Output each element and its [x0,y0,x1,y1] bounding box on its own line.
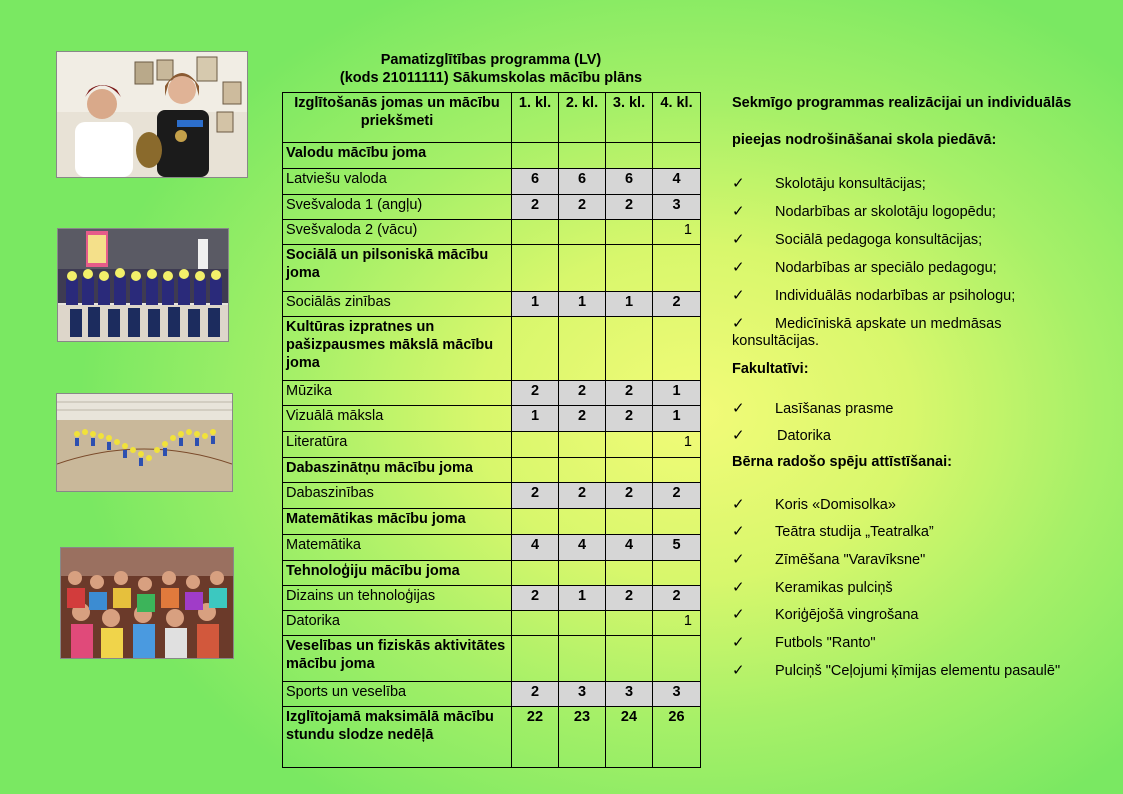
grade-2-hours: 2 [559,195,606,220]
check-icon: ✓ [732,400,745,417]
grade-1-hours: 1 [512,406,559,432]
grade-2-hours [559,636,606,682]
grade-3-hours [606,458,653,483]
check-icon: ✓ [732,175,745,192]
grade-3-hours: 2 [606,195,653,220]
activity-item: ✓ Pulciņš "Ceļojumi ķīmijas elementu pasaulē" [732,662,1061,679]
grade-4-hours [653,561,701,586]
row-label: Svešvaloda 1 (angļu) [283,195,512,220]
grade-4-hours: 26 [653,707,701,768]
grade-4-hours: 1 [653,406,701,432]
grade-2-hours [559,432,606,458]
check-icon: ✓ [732,606,745,623]
grade-3-hours [606,220,653,245]
check-icon: ✓ [732,259,745,276]
table-row-subject [283,195,701,220]
elective-item: ✓ Datorika [732,427,831,444]
grade-4-hours: 5 [653,535,701,561]
grade-2-hours: 1 [559,586,606,611]
grade-1-hours: 2 [512,195,559,220]
grade-1-hours: 6 [512,169,559,195]
grade-2-hours: 4 [559,535,606,561]
row-label: Valodu mācību joma [283,143,512,169]
table-row-subject [283,586,701,611]
grade-2-hours: 3 [559,682,606,707]
grade-1-hours [512,636,559,682]
table-title [282,51,700,87]
grade-4-hours: 2 [653,586,701,611]
check-icon: ✓ [732,634,745,651]
grade-1-hours [512,561,559,586]
grade-1-hours: 4 [512,535,559,561]
row-label: Dabaszinātņu mācību joma [283,458,512,483]
row-label: Literatūra [283,432,512,458]
grade-3-hours: 1 [606,292,653,317]
grade-2-hours [559,245,606,292]
grade-3-hours: 3 [606,682,653,707]
activity-item: ✓ Keramikas pulciņš [732,579,893,596]
grade-3-hours: 24 [606,707,653,768]
grade-4-hours: 4 [653,169,701,195]
grade-4-hours [653,317,701,381]
table-row-subject [283,220,701,245]
grade-3-hours: 2 [606,406,653,432]
grade-1-hours [512,143,559,169]
grade-4-hours: 1 [653,220,701,245]
table-row-subject [283,406,701,432]
grade-3-hours [606,245,653,292]
grade-3-hours: 2 [606,381,653,406]
grade-2-hours: 2 [559,381,606,406]
grade-1-hours: 2 [512,381,559,406]
photo-children-stage [57,228,229,342]
table-row-subject [283,381,701,406]
check-icon: ✓ [732,496,745,513]
grade-2-hours [559,220,606,245]
check-icon: ✓ [732,231,745,248]
grade-1-hours [512,245,559,292]
row-label: Svešvaloda 2 (vācu) [283,220,512,245]
grade-4-hours [653,458,701,483]
grade-3-hours [606,561,653,586]
activity-item: ✓ Futbols "Ranto" [732,634,876,651]
grade-1-hours: 2 [512,483,559,509]
grade-1-hours [512,458,559,483]
grade-1-hours [512,220,559,245]
electives-heading: Fakultatīvi: [732,361,809,377]
check-icon: ✓ [732,203,745,220]
grade-4-hours: 1 [653,381,701,406]
table-title-line1: Pamatizglītības programma (LV) [380,52,602,68]
row-label: Mūzika [283,381,512,406]
row-label: Dabaszinības [283,483,512,509]
row-label: Sports un veselība [283,682,512,707]
check-icon: ✓ [732,315,745,332]
service-item: ✓ Medicīniskā apskate un medmāsas [732,315,1002,332]
table-row-subject [283,611,701,636]
grade-1-hours: 2 [512,682,559,707]
elective-item: ✓ Lasīšanas prasme [732,400,894,417]
check-icon: ✓ [732,287,745,304]
table-row-domain [283,458,701,483]
service-item: ✓ Individuālās nodarbības ar psihologu; [732,287,1016,304]
grade-1-hours: 22 [512,707,559,768]
grade-4-hours: 2 [653,292,701,317]
row-label: Latviešu valoda [283,169,512,195]
photo-gym-formation [56,393,233,492]
row-label: Sociālā un pilsoniskā mācību joma [283,245,512,292]
curriculum-table [282,92,701,768]
service-item-continued: konsultācijas. [732,333,820,349]
check-icon: ✓ [732,427,745,444]
grade-4-hours [653,636,701,682]
table-row-subject [283,169,701,195]
row-label: Izglītojamā maksimālā mācību stundu slodze nedēļā [283,707,512,768]
service-item: ✓ Nodarbības ar speciālo pedagogu; [732,259,997,276]
grade-4-hours [653,245,701,292]
check-icon: ✓ [732,662,745,679]
grade-1-hours: 1 [512,292,559,317]
header-cell-grade-1: 1. kl. [512,93,559,143]
grade-2-hours [559,458,606,483]
grade-4-hours: 1 [653,432,701,458]
check-icon: ✓ [732,523,745,540]
table-row-domain [283,636,701,682]
row-label: Veselības un fiziskās aktivitātes mācību joma [283,636,512,682]
offer-heading-line2: pieejas nodrošināšanai skola piedāvā: [732,132,997,148]
grade-4-hours [653,143,701,169]
table-row-subject [283,682,701,707]
grade-1-hours [512,509,559,535]
service-item: ✓ Skolotāju konsultācijas; [732,175,926,192]
table-title-line2: (kods 21011111) Sākumskolas mācību plāns [339,70,643,86]
grade-1-hours [512,317,559,381]
row-label: Sociālās zinības [283,292,512,317]
grade-2-hours [559,561,606,586]
table-row-subject [283,483,701,509]
table-row-domain [283,707,701,768]
table-row-subject [283,432,701,458]
grade-2-hours [559,509,606,535]
activity-item: ✓ Koriģējošā vingrošana [732,606,919,623]
header-cell-subjects: Izglītošanās jomas un mācību priekšmeti [283,93,512,143]
service-item: ✓ Nodarbības ar skolotāju logopēdu; [732,203,996,220]
row-label: Kultūras izpratnes un pašizpausmes mākslā mācību joma [283,317,512,381]
row-label: Matemātika [283,535,512,561]
grade-2-hours [559,317,606,381]
table-row-domain [283,317,701,381]
grade-3-hours: 4 [606,535,653,561]
row-label: Tehnoloģiju mācību joma [283,561,512,586]
grade-4-hours: 3 [653,195,701,220]
header-cell-grade-2: 2. kl. [559,93,606,143]
activity-item: ✓ Teātra studija „Teatralka” [732,523,934,540]
grade-2-hours: 1 [559,292,606,317]
grade-3-hours: 2 [606,586,653,611]
table-row-domain [283,143,701,169]
grade-3-hours: 6 [606,169,653,195]
grade-3-hours [606,143,653,169]
grade-1-hours: 2 [512,586,559,611]
table-row-subject [283,535,701,561]
check-icon: ✓ [732,579,745,596]
grade-2-hours: 2 [559,483,606,509]
grade-3-hours: 2 [606,483,653,509]
activities-heading: Bērna radošo spēju attīstīšanai: [732,454,952,470]
grade-4-hours [653,509,701,535]
header-cell-grade-3: 3. kl. [606,93,653,143]
grade-4-hours: 3 [653,682,701,707]
grade-3-hours [606,611,653,636]
row-label: Vizuālā māksla [283,406,512,432]
grade-2-hours [559,143,606,169]
grade-1-hours [512,611,559,636]
table-row-subject [283,292,701,317]
service-item: ✓ Sociālā pedagoga konsultācijas; [732,231,983,248]
table-header-row [283,93,701,143]
grade-2-hours: 2 [559,406,606,432]
header-cell-grade-4: 4. kl. [653,93,701,143]
grade-2-hours: 6 [559,169,606,195]
photo-children-audience [60,547,234,659]
offer-heading-line1: Sekmīgo programmas realizācijai un individuālās [732,95,1072,111]
grade-2-hours: 23 [559,707,606,768]
grade-4-hours: 1 [653,611,701,636]
grade-3-hours [606,636,653,682]
grade-1-hours [512,432,559,458]
grade-3-hours [606,432,653,458]
photo-award-ceremony [56,51,248,178]
table-row-domain [283,245,701,292]
table-row-domain [283,561,701,586]
row-label: Matemātikas mācību joma [283,509,512,535]
row-label: Datorika [283,611,512,636]
grade-3-hours [606,509,653,535]
activity-item: ✓ Zīmēšana "Varavīksne" [732,551,926,568]
grade-3-hours [606,317,653,381]
grade-4-hours: 2 [653,483,701,509]
grade-2-hours [559,611,606,636]
table-row-domain [283,509,701,535]
activity-item: ✓ Koris «Domisolka» [732,496,896,513]
check-icon: ✓ [732,551,745,568]
row-label: Dizains un tehnoloģijas [283,586,512,611]
